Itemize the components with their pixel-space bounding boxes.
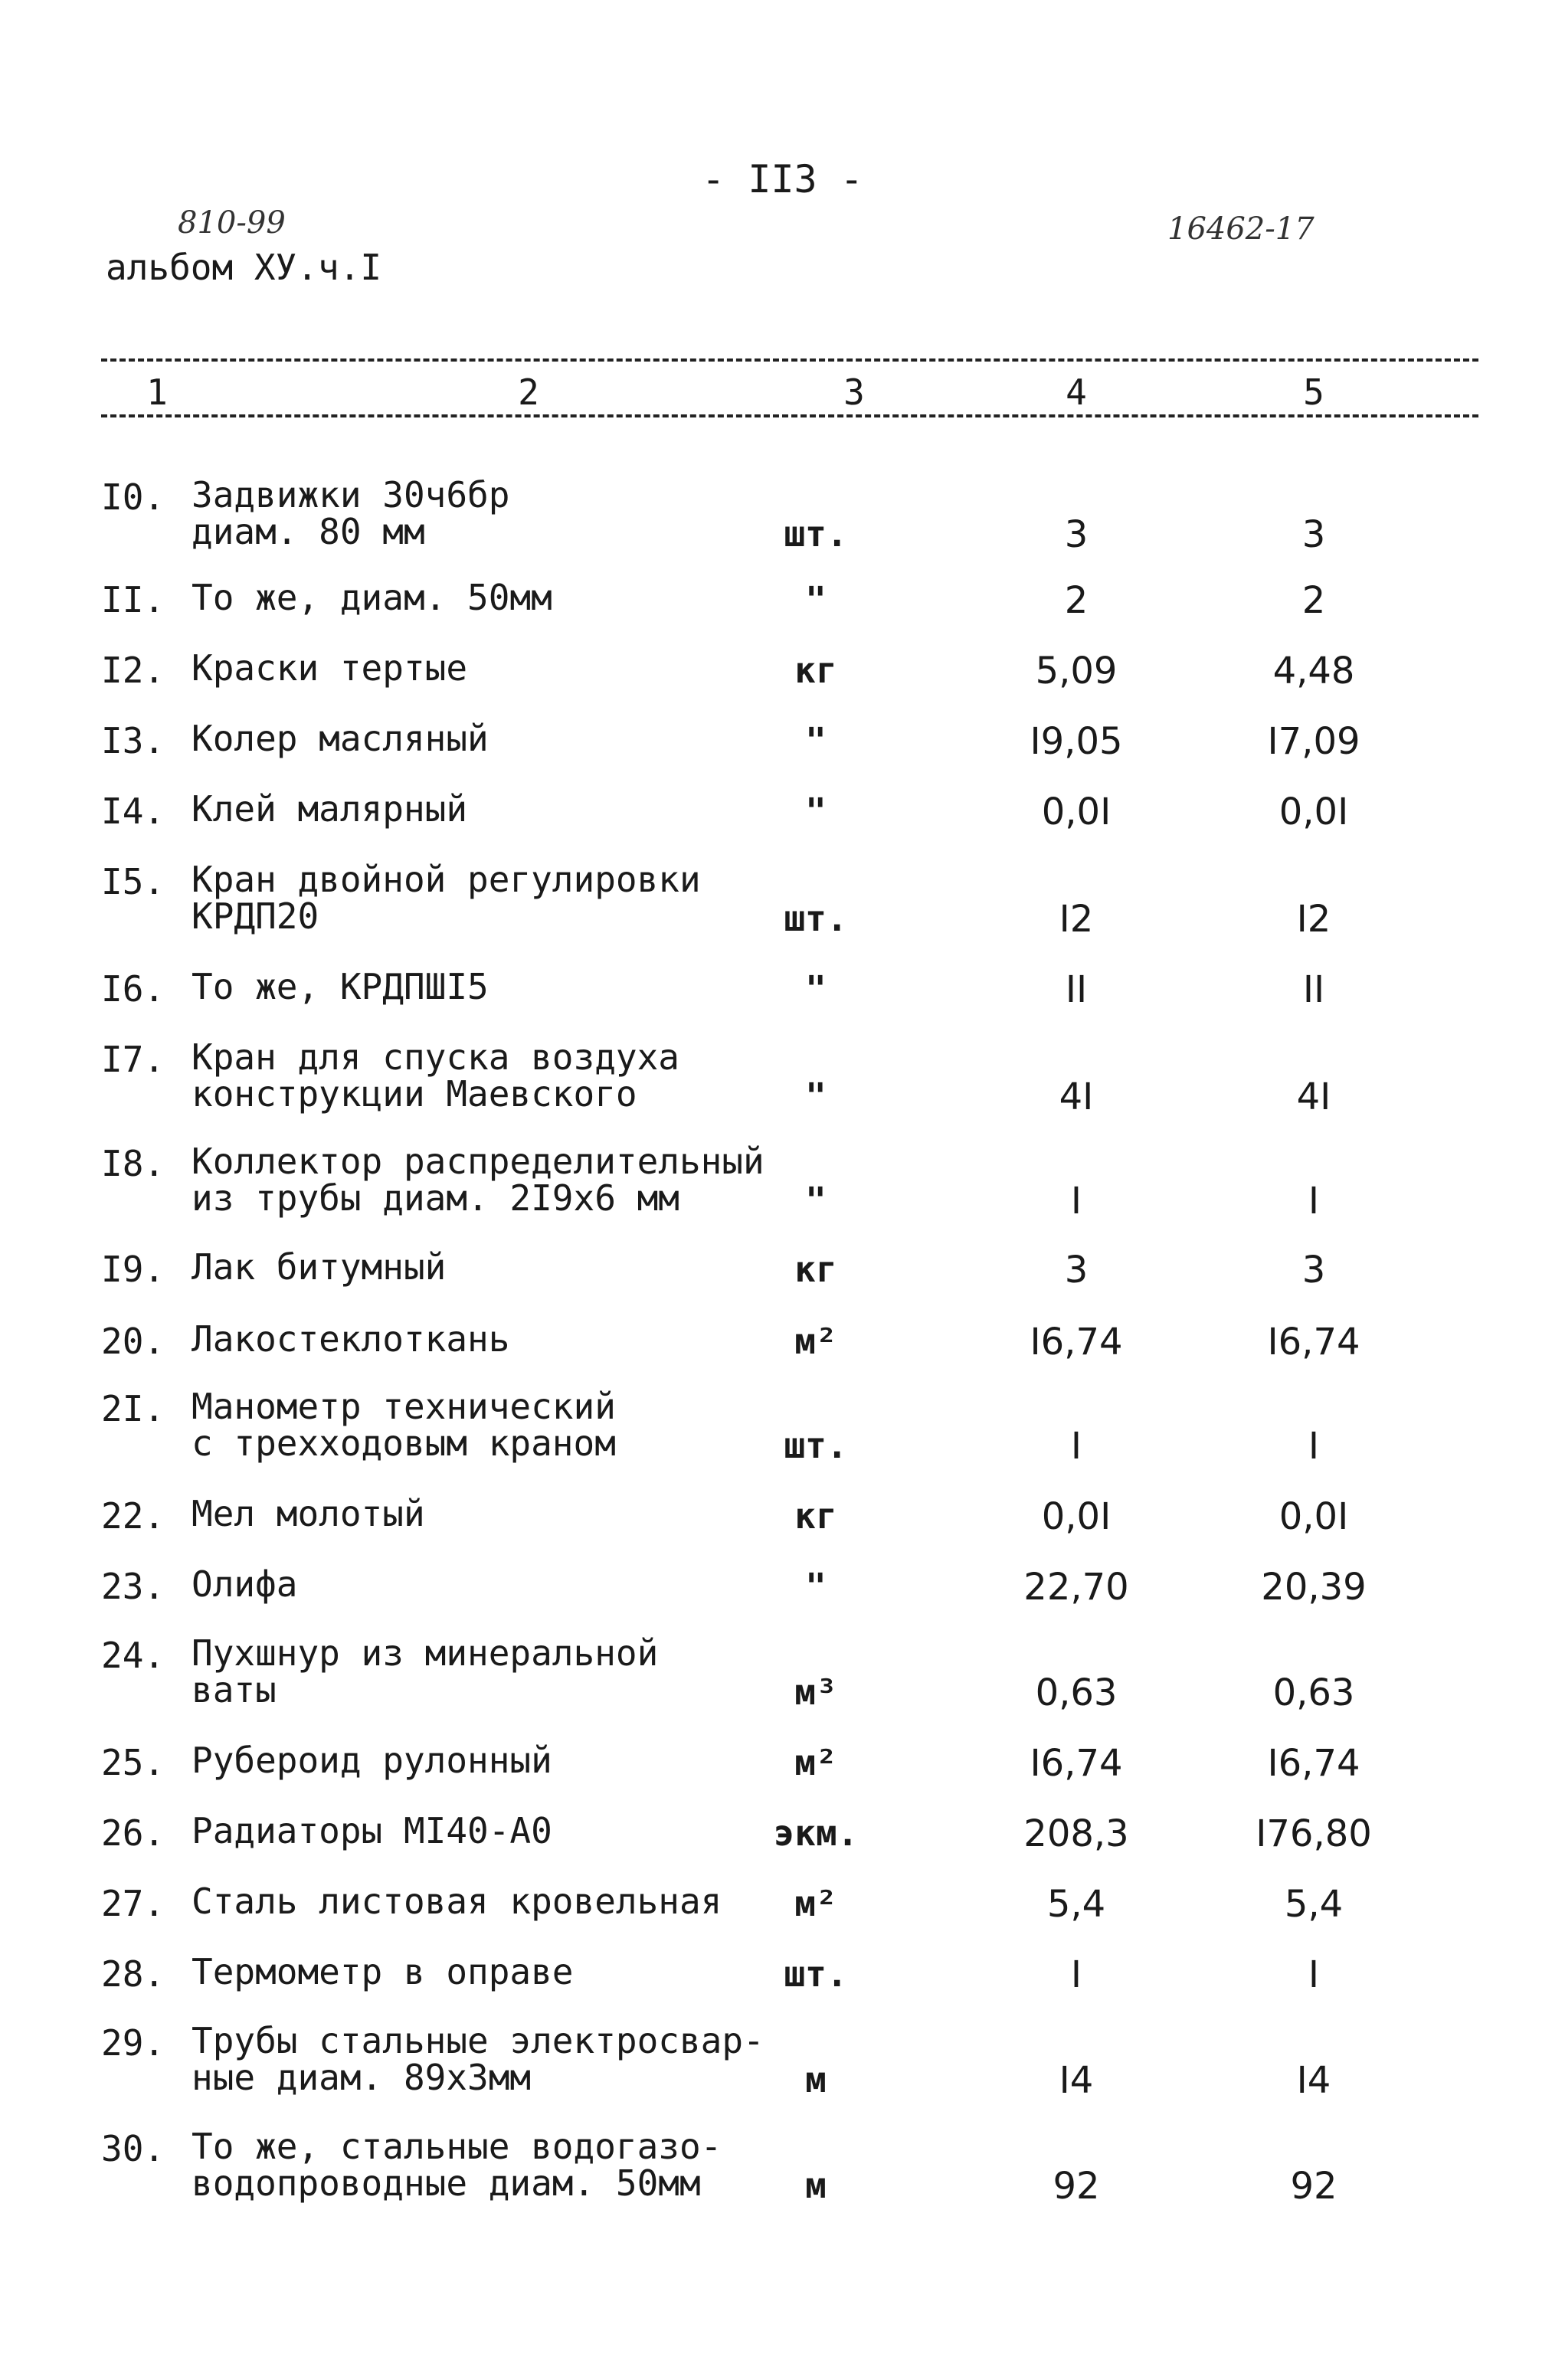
item-name-line: Сталь листовая кровельная bbox=[192, 1881, 722, 1922]
unit-cell: шт. bbox=[784, 1425, 848, 1466]
row-number: 25. bbox=[101, 1742, 165, 1783]
item-name-line: Олифа bbox=[192, 1563, 298, 1605]
quantity-col4-cell: 22,70 bbox=[1023, 1566, 1129, 1609]
unit-cell: шт. bbox=[784, 1953, 848, 1995]
item-name-line: Трубы стальные электросвар- bbox=[192, 2020, 764, 2061]
quantity-col4-cell: 4I bbox=[1059, 1075, 1094, 1118]
quantity-col5-cell: II bbox=[1302, 968, 1325, 1011]
row-number: I6. bbox=[101, 968, 165, 1010]
unit-cell: шт. bbox=[784, 898, 848, 939]
item-name-line: Клей малярный bbox=[192, 788, 468, 830]
unit-cell: м² bbox=[794, 1883, 837, 1924]
item-name-line: Лакостеклоткань bbox=[192, 1318, 510, 1360]
item-name-line: КРДП20 bbox=[192, 895, 319, 937]
item-name-line: диам. 80 мм bbox=[192, 511, 425, 552]
item-name-line: с трехходовым краном bbox=[192, 1422, 616, 1464]
quantity-col5-cell: I bbox=[1308, 1953, 1320, 1996]
row-number: I2. bbox=[101, 650, 165, 691]
unit-cell: м² bbox=[794, 1742, 837, 1783]
row-number: 27. bbox=[101, 1883, 165, 1924]
handwritten-note-right: 16462-17 bbox=[1167, 211, 1315, 247]
unit-cell: " bbox=[805, 1566, 827, 1607]
row-number: 28. bbox=[101, 1953, 165, 1995]
quantity-col5-cell: I6,74 bbox=[1267, 1742, 1360, 1785]
quantity-col4-cell: I4 bbox=[1059, 2059, 1094, 2102]
handwritten-note-left: 810-99 bbox=[178, 205, 286, 241]
quantity-col5-cell: I4 bbox=[1296, 2059, 1331, 2102]
quantity-col4-cell: 5,4 bbox=[1046, 1883, 1106, 1926]
row-number: 29. bbox=[101, 2022, 165, 2064]
row-number: 24. bbox=[101, 1635, 165, 1676]
unit-cell: " bbox=[805, 1075, 827, 1117]
quantity-col4-cell: I6,74 bbox=[1030, 1321, 1123, 1364]
header-rule-top bbox=[101, 358, 1478, 362]
item-name-line: Пухшнур из минеральной bbox=[192, 1632, 659, 1674]
unit-cell: м bbox=[805, 2165, 827, 2206]
unit-cell: кг bbox=[794, 1495, 837, 1537]
unit-cell: м³ bbox=[794, 1671, 837, 1713]
quantity-col4-cell: 3 bbox=[1064, 1249, 1089, 1291]
unit-cell: " bbox=[805, 791, 827, 832]
unit-cell: " bbox=[805, 1180, 827, 1221]
quantity-col5-cell: 5,4 bbox=[1284, 1883, 1344, 1926]
item-name-line: Кран двойной регулировки bbox=[192, 859, 701, 900]
row-number: I0. bbox=[101, 476, 165, 518]
row-number: 30. bbox=[101, 2128, 165, 2169]
row-number: I7. bbox=[101, 1039, 165, 1080]
row-number: I5. bbox=[101, 861, 165, 902]
unit-cell: м² bbox=[794, 1321, 837, 1362]
column-header-2: 2 bbox=[518, 372, 539, 413]
item-name-line: Коллектор распределительный bbox=[192, 1141, 764, 1182]
item-name-line: Термометр в оправе bbox=[192, 1951, 574, 1992]
item-name-line: То же, стальные водогазо- bbox=[192, 2126, 722, 2167]
row-number: I8. bbox=[101, 1143, 165, 1184]
row-number: I4. bbox=[101, 791, 165, 832]
row-number: 22. bbox=[101, 1495, 165, 1537]
unit-cell: экм. bbox=[773, 1812, 859, 1854]
quantity-col4-cell: I bbox=[1070, 1953, 1082, 1996]
quantity-col4-cell: 5,09 bbox=[1035, 650, 1118, 692]
quantity-col4-cell: I bbox=[1070, 1425, 1082, 1468]
item-name-line: из трубы диам. 2I9х6 мм bbox=[192, 1177, 679, 1219]
quantity-col4-cell: 0,0I bbox=[1041, 1495, 1112, 1538]
quantity-col4-cell: II bbox=[1065, 968, 1088, 1011]
quantity-col5-cell: 2 bbox=[1301, 579, 1326, 622]
quantity-col5-cell: 0,0I bbox=[1279, 791, 1349, 833]
item-name-line: Манометр технический bbox=[192, 1386, 616, 1427]
quantity-col4-cell: I bbox=[1070, 1180, 1082, 1223]
quantity-col5-cell: I6,74 bbox=[1267, 1321, 1360, 1364]
unit-cell: " bbox=[805, 579, 827, 620]
quantity-col4-cell: 92 bbox=[1053, 2165, 1100, 2208]
page-number: - II3 - bbox=[702, 157, 863, 201]
quantity-col5-cell: I7,09 bbox=[1267, 720, 1360, 763]
quantity-col5-cell: 92 bbox=[1290, 2165, 1337, 2208]
row-number: II. bbox=[101, 579, 165, 620]
quantity-col4-cell: 0,0I bbox=[1041, 791, 1112, 833]
unit-cell: " bbox=[805, 968, 827, 1010]
quantity-col4-cell: 208,3 bbox=[1023, 1812, 1129, 1855]
column-header-1: 1 bbox=[146, 372, 168, 413]
unit-cell: " bbox=[805, 720, 827, 761]
quantity-col5-cell: 0,0I bbox=[1279, 1495, 1349, 1538]
unit-cell: кг bbox=[794, 650, 837, 691]
quantity-col5-cell: I76,80 bbox=[1256, 1812, 1372, 1855]
quantity-col5-cell: I bbox=[1308, 1425, 1320, 1468]
item-name-line: То же, КРДПШI5 bbox=[192, 966, 489, 1007]
unit-cell: шт. bbox=[784, 513, 848, 555]
album-label: альбом ХУ.ч.I bbox=[106, 247, 382, 288]
quantity-col5-cell: 3 bbox=[1301, 1249, 1326, 1291]
quantity-col4-cell: I9,05 bbox=[1030, 720, 1123, 763]
row-number: 23. bbox=[101, 1566, 165, 1607]
item-name-line: Лак битумный bbox=[192, 1246, 447, 1288]
item-name-line: водопроводные диам. 50мм bbox=[192, 2162, 701, 2204]
quantity-col4-cell: I2 bbox=[1059, 898, 1094, 941]
quantity-col5-cell: 20,39 bbox=[1261, 1566, 1367, 1609]
item-name-line: Задвижки 30ч6бр bbox=[192, 474, 510, 516]
unit-cell: м bbox=[805, 2059, 827, 2100]
item-name-line: Краски тертые bbox=[192, 647, 468, 689]
header-rule-bottom bbox=[101, 414, 1478, 417]
unit-cell: кг bbox=[794, 1249, 837, 1290]
column-header-5: 5 bbox=[1303, 372, 1324, 413]
quantity-col5-cell: I2 bbox=[1296, 898, 1331, 941]
quantity-col4-cell: I6,74 bbox=[1030, 1742, 1123, 1785]
quantity-col5-cell: I bbox=[1308, 1180, 1320, 1223]
quantity-col4-cell: 2 bbox=[1064, 579, 1089, 622]
row-number: I3. bbox=[101, 720, 165, 761]
item-name-line: Радиаторы МI40-А0 bbox=[192, 1810, 552, 1851]
row-number: 2I. bbox=[101, 1388, 165, 1429]
quantity-col5-cell: 3 bbox=[1301, 513, 1326, 556]
row-number: I9. bbox=[101, 1249, 165, 1290]
quantity-col5-cell: 0,63 bbox=[1272, 1671, 1355, 1714]
item-name-line: Рубероид рулонный bbox=[192, 1740, 552, 1781]
column-header-4: 4 bbox=[1066, 372, 1087, 413]
quantity-col4-cell: 3 bbox=[1064, 513, 1089, 556]
item-name-line: ные диам. 89х3мм bbox=[192, 2057, 532, 2098]
item-name-line: Кран для спуска воздуха bbox=[192, 1036, 679, 1078]
item-name-line: То же, диам. 50мм bbox=[192, 577, 552, 618]
item-name-line: ваты bbox=[192, 1669, 277, 1711]
column-header-3: 3 bbox=[843, 372, 865, 413]
quantity-col4-cell: 0,63 bbox=[1035, 1671, 1118, 1714]
row-number: 26. bbox=[101, 1812, 165, 1854]
item-name-line: Колер масляный bbox=[192, 718, 489, 759]
row-number: 20. bbox=[101, 1321, 165, 1362]
item-name-line: конструкции Маевского bbox=[192, 1073, 637, 1115]
quantity-col5-cell: 4,48 bbox=[1272, 650, 1355, 692]
item-name-line: Мел молотый bbox=[192, 1493, 425, 1534]
quantity-col5-cell: 4I bbox=[1296, 1075, 1331, 1118]
